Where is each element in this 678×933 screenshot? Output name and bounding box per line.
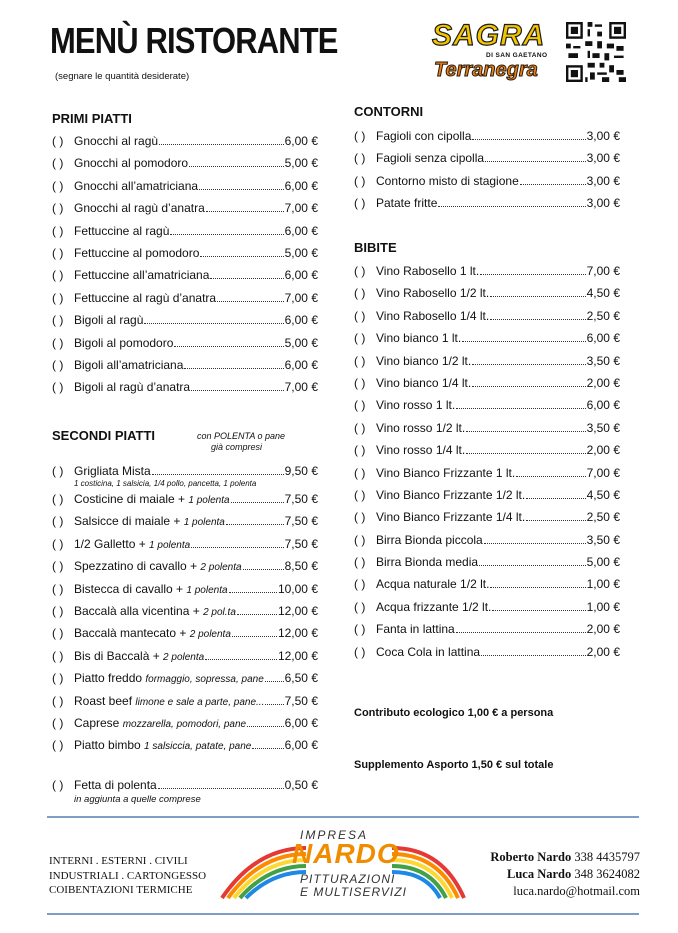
list-item[interactable]: ( ) Vino bianco 1 lt. 6,00 € (354, 331, 620, 346)
list-item[interactable]: ( ) Vino Rabosello 1/2 lt. 4,50 € (354, 286, 620, 301)
quantity-field[interactable]: ( ) (354, 599, 366, 614)
list-item[interactable]: ( ) Bistecca di cavallo + 1 polenta 10,00 € (52, 581, 318, 596)
quantity-field[interactable]: ( ) (354, 286, 366, 301)
list-item[interactable]: ( ) Vino bianco 1/4 lt. 2,00 € (354, 375, 620, 390)
list-item[interactable]: ( ) Vino Bianco Frizzante 1/2 lt. 4,50 € (354, 487, 620, 502)
list-item[interactable]: ( ) Vino rosso 1/2 lt. 3,50 € (354, 420, 620, 435)
sagra-logo (428, 19, 550, 81)
list-item[interactable]: ( ) Birra Bionda piccola 3,50 € (354, 532, 620, 547)
secondi-note: con POLENTA o pane già compresi (197, 431, 286, 452)
quantity-field[interactable]: ( ) (52, 464, 64, 478)
quantity-field[interactable]: ( ) (52, 693, 64, 708)
bibite-list (354, 264, 620, 667)
secondi-title: SECONDI PIATTI (52, 428, 156, 443)
list-item[interactable]: ( ) Baccalà mantecato + 2 polenta 12,00 € (52, 626, 318, 641)
list-item[interactable]: ( ) Contorno misto di stagione 3,00 € (354, 173, 620, 188)
quantity-field[interactable]: ( ) (52, 648, 64, 663)
quantity-field[interactable]: ( ) (52, 581, 64, 596)
quantity-field[interactable]: ( ) (52, 492, 64, 506)
email-link[interactable]: luca.nardo@hotmail.com (513, 884, 640, 898)
quantity-field[interactable]: ( ) (52, 380, 64, 395)
list-item[interactable]: ( ) Costicine di maiale + 1 polenta 7,50 € (52, 492, 318, 506)
quantity-field[interactable]: ( ) (354, 577, 366, 592)
quantity-field[interactable]: ( ) (354, 487, 366, 502)
list-item[interactable]: ( ) Vino bianco 1/2 lt. 3,50 € (354, 353, 620, 368)
quantity-field[interactable]: ( ) (354, 375, 366, 390)
quantity-field[interactable]: ( ) (52, 178, 64, 193)
list-item[interactable]: ( ) Fettuccine al pomodoro 5,00 € (52, 245, 318, 260)
quantity-field[interactable]: ( ) (52, 357, 64, 372)
quantity-field[interactable]: ( ) (354, 398, 366, 413)
list-item[interactable]: ( ) Fettuccine all’amatriciana 6,00 € (52, 268, 318, 283)
list-item[interactable]: ( ) Fagioli senza cipolla 3,00 € (354, 151, 620, 166)
contributo-ecologico: Contributo ecologico 1,00 € a persona (354, 707, 554, 719)
phone-link[interactable]: 348 3624082 (571, 867, 640, 881)
list-item[interactable]: ( ) Vino Rabosello 1/4 lt. 2,50 € (354, 308, 620, 323)
list-item[interactable]: ( ) Gnocchi al pomodoro 5,00 € (52, 156, 318, 171)
quantity-field[interactable]: ( ) (52, 738, 64, 753)
list-item[interactable]: ( ) Vino rosso 1 lt. 6,00 € (354, 398, 620, 413)
list-item[interactable]: ( ) Bigoli al ragù 6,00 € (52, 313, 318, 328)
menu-title: MENÙ RISTORANTE (50, 20, 338, 61)
logo-line-2: DI SAN GAETANO (486, 52, 548, 59)
nardo-logo: IMPRESA NARDO PITTURAZIONI E MULTISERVIZI (216, 828, 468, 900)
footer-services: INTERNI . ESTERNI . CIVILI INDUSTRIALI . CARTONGESSO COIBENTAZIONI TERMICHE (49, 855, 207, 896)
quantity-field[interactable]: ( ) (354, 443, 366, 458)
contorni-title: CONTORNI (354, 104, 424, 119)
quantity-field[interactable]: ( ) (354, 622, 366, 637)
primi-list (52, 134, 318, 403)
quantity-field[interactable]: ( ) (354, 151, 366, 166)
quantity-field[interactable]: ( ) (52, 603, 64, 618)
fetta-polenta (52, 778, 318, 808)
supplemento-asporto: Supplemento Asporto 1,50 € sul totale (354, 759, 554, 771)
quantity-field[interactable]: ( ) (354, 264, 366, 278)
quantity-field[interactable]: ( ) (52, 536, 64, 551)
list-item[interactable]: ( ) Vino Bianco Frizzante 1/4 lt. 2,50 € (354, 510, 620, 525)
quantity-field[interactable]: ( ) (354, 420, 366, 435)
list-item[interactable]: ( ) Gnocchi al ragù 6,00 € (52, 134, 318, 148)
list-item[interactable]: ( ) Vino rosso 1/4 lt. 2,00 € (354, 443, 620, 458)
quantity-field[interactable]: ( ) (354, 465, 366, 480)
list-item[interactable]: ( ) Spezzatino di cavallo + 2 polenta 8,50 € (52, 559, 318, 574)
list-item[interactable]: ( ) Patate fritte 3,00 € (354, 196, 620, 211)
menu-subtitle: (segnare le quantità desiderate) (55, 71, 190, 82)
list-item[interactable]: ( ) Acqua frizzante 1/2 lt. 1,00 € (354, 599, 620, 614)
quantity-field[interactable]: ( ) (52, 268, 64, 283)
logo-line-3: Terranegra (434, 59, 538, 81)
list-item[interactable]: ( ) Bis di Baccalà + 2 polenta 12,00 € (52, 648, 318, 663)
quantity-field[interactable]: ( ) (52, 223, 64, 238)
quantity-field[interactable]: ( ) (52, 245, 64, 260)
quantity-field[interactable]: ( ) (354, 173, 366, 188)
quantity-field[interactable]: ( ) (52, 290, 64, 305)
primi-title: PRIMI PIATTI (52, 111, 132, 126)
list-item[interactable]: ( ) Baccalà alla vicentina + 2 pol.ta 12,00 € (52, 603, 318, 618)
quantity-field[interactable]: ( ) (354, 196, 366, 211)
list-item[interactable]: ( ) Bigoli al ragù d’anatra 7,00 € (52, 380, 318, 395)
list-item[interactable]: ( ) Piatto bimbo 1 salsiccia, patate, pane 6,00 € (52, 738, 318, 753)
list-item[interactable]: ( ) Vino Bianco Frizzante 1 lt. 7,00 € (354, 465, 620, 480)
quantity-field[interactable]: ( ) (52, 156, 64, 171)
list-item[interactable]: ( ) Birra Bionda media 5,00 € (354, 555, 620, 570)
list-item[interactable]: ( ) Bigoli al pomodoro 5,00 € (52, 335, 318, 350)
quantity-field[interactable]: ( ) (52, 335, 64, 350)
quantity-field[interactable]: ( ) (354, 555, 366, 570)
list-item[interactable]: ( ) 1/2 Galletto + 1 polenta 7,50 € (52, 536, 318, 551)
quantity-field[interactable]: ( ) (52, 313, 64, 328)
list-item[interactable]: ( ) Caprese mozzarella, pomodori, pane 6,00 € (52, 715, 318, 730)
list-item[interactable]: ( ) Fagioli con cipolla 3,00 € (354, 129, 620, 143)
quantity-field[interactable]: ( ) (52, 514, 64, 529)
quantity-field[interactable]: ( ) (52, 626, 64, 641)
quantity-field[interactable]: ( ) (354, 532, 366, 547)
list-item[interactable]: ( ) Acqua naturale 1/2 lt. 1,00 € (354, 577, 620, 592)
quantity-field[interactable]: ( ) (52, 559, 64, 574)
quantity-field[interactable]: ( ) (52, 715, 64, 730)
list-item[interactable]: ( ) Fettuccine al ragù 6,00 € (52, 223, 318, 238)
list-item[interactable]: ( ) Fettuccine al ragù d’anatra 7,00 € (52, 290, 318, 305)
quantity-field[interactable]: ( ) (354, 129, 366, 143)
quantity-field[interactable]: ( ) (354, 308, 366, 323)
quantity-field[interactable]: ( ) (52, 671, 64, 686)
quantity-field[interactable]: ( ) (354, 331, 366, 346)
qr-code-icon[interactable] (566, 22, 626, 82)
list-item[interactable]: ( ) Vino Rabosello 1 lt. 7,00 € (354, 264, 620, 278)
quantity-field[interactable]: ( ) (52, 134, 64, 148)
contorni-list (354, 129, 620, 219)
list-item[interactable]: ( ) Salsicce di maiale + 1 polenta 7,50 € (52, 514, 318, 529)
list-item[interactable]: ( ) Bigoli all’amatriciana 6,00 € (52, 357, 318, 372)
quantity-field[interactable]: ( ) (52, 201, 64, 216)
footer-contacts: Roberto Nardo 338 4435797 Luca Nardo 348 3624082 luca.nardo@hotmail.com (490, 850, 640, 898)
list-item[interactable]: ( ) Grigliata Mista 9,50 € 1 costicina, 1 salsicia, 1/4 pollo, pancetta, 1 polenta (52, 464, 318, 488)
bibite-title: BIBITE (354, 240, 397, 255)
quantity-field[interactable]: ( ) (354, 353, 366, 368)
list-item[interactable]: ( ) Coca Cola in lattina 2,00 € (354, 644, 620, 659)
quantity-field[interactable]: ( ) (354, 644, 366, 659)
footer-rule-top (47, 816, 639, 818)
quantity-field[interactable]: ( ) (354, 510, 366, 525)
secondi-list (52, 464, 318, 761)
list-item[interactable]: ( ) Fanta in lattina 2,00 € (354, 622, 620, 637)
list-item[interactable]: ( ) Fetta di polenta 0,50 € in aggiunta a quelle comprese (52, 778, 318, 805)
footer-rule-bottom (47, 913, 639, 915)
phone-link[interactable]: 338 4435797 (571, 850, 640, 864)
quantity-field[interactable]: ( ) (52, 778, 64, 792)
list-item[interactable]: ( ) Piatto freddo formaggio, sopressa, pane 6,50 € (52, 671, 318, 686)
list-item[interactable]: ( ) Gnocchi al ragù d’anatra 7,00 € (52, 201, 318, 216)
list-item[interactable]: ( ) Roast beef limone e sale a parte, pane... 7,50 € (52, 693, 318, 708)
list-item[interactable]: ( ) Gnocchi all’amatriciana 6,00 € (52, 178, 318, 193)
logo-line-1: SAGRA (432, 19, 546, 52)
